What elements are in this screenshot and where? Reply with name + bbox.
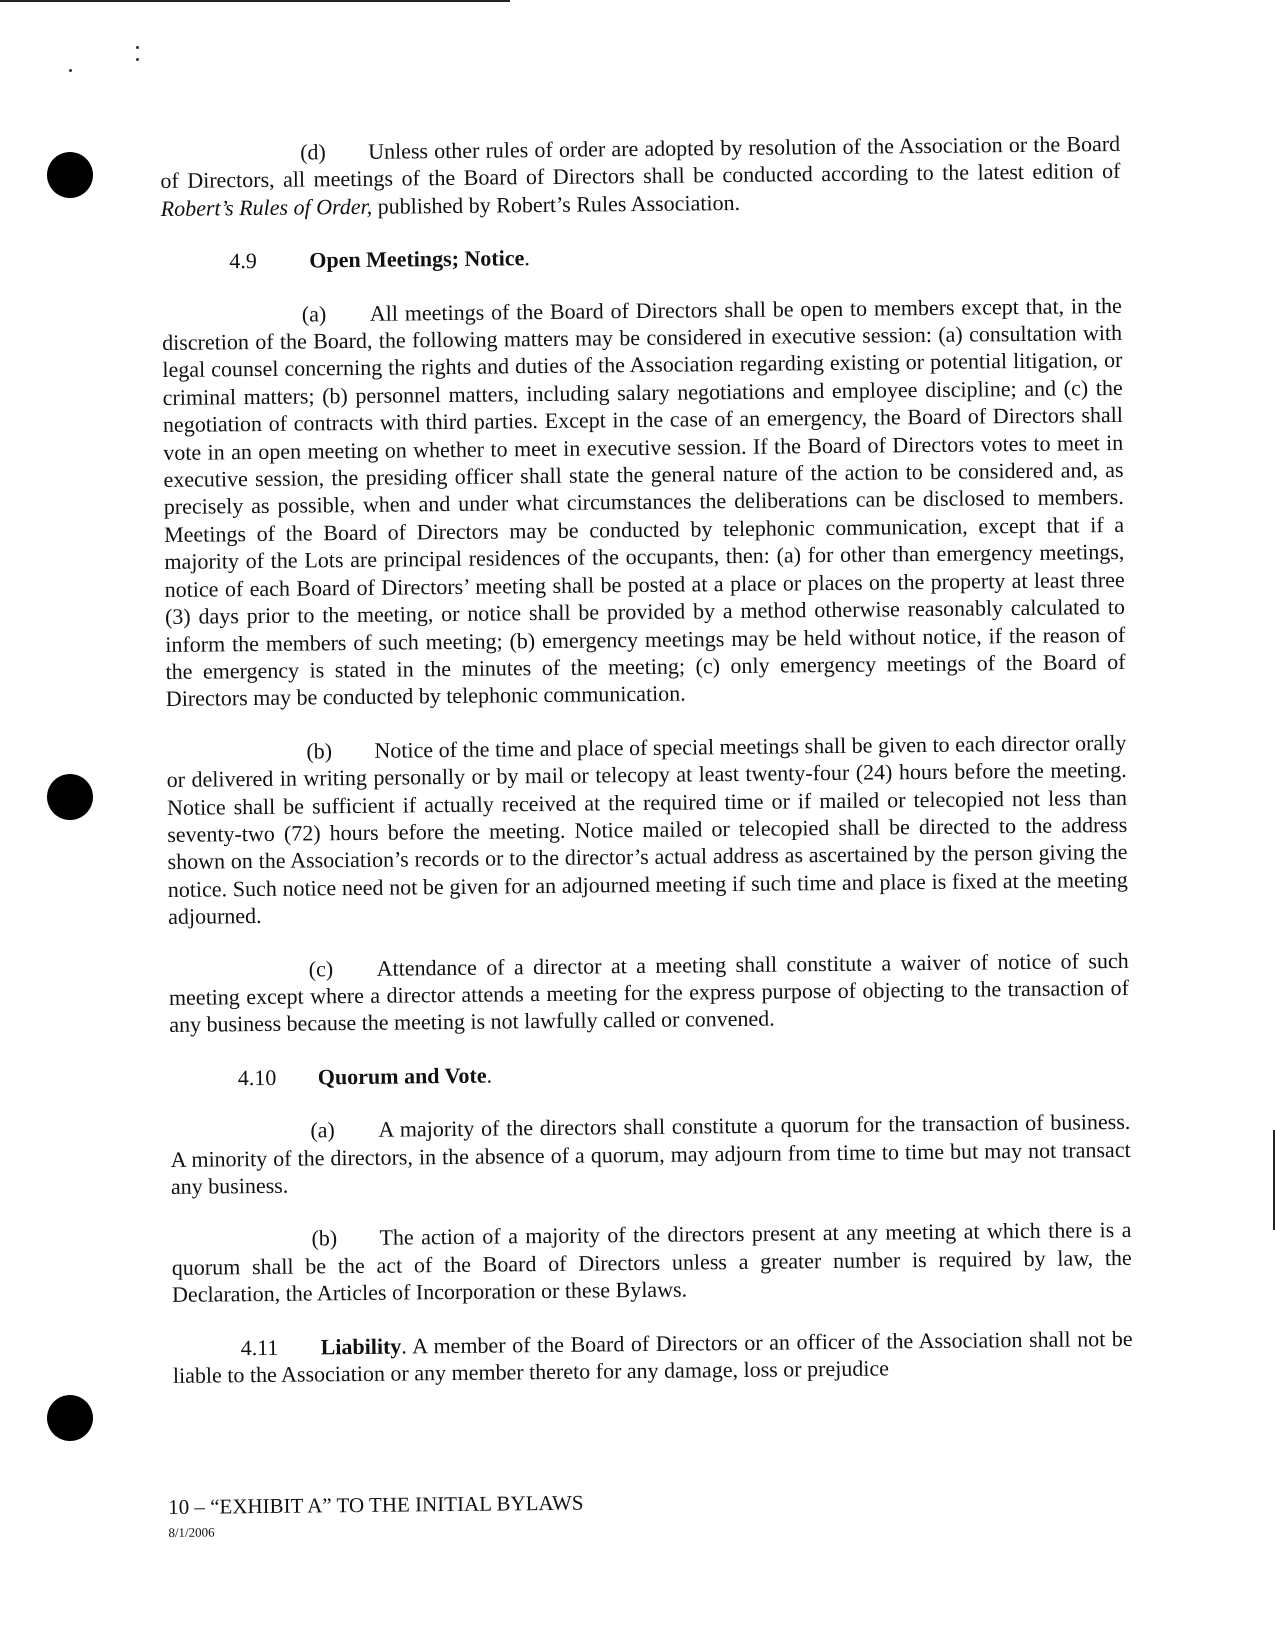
paragraph-text: Unless other rules of order are adopted by resolution of the Association or the Board of Directors, all meetings of the Board of Directors shall be conducted according to the latest edition of (160, 130, 1121, 194)
footer-date: 8/1/2006 (168, 1524, 215, 1540)
section-title: Liability (320, 1333, 402, 1360)
section-title: Open Meetings; Notice (309, 245, 525, 273)
paragraph-d (160, 130, 1121, 222)
scan-speck (69, 69, 72, 72)
paragraph-text: Notice of the time and place of special meetings shall be given to each director orally or delivered in writing personally or by mail or telecopy at least twenty-four (24) hours before the meeting. Notice shall be sufficient if actually received at the required time or if mailed or telecopied not less than seventy-two (72) hours before the meeting. Notice mailed or telecopied shall be directed to the address shown on the Association’s records or to the director’s actual address as ascertained by the person giving the notice. Such notice need not be given for an adjourned meeting if such time and place is fixed at the meeting adjourned. (166, 729, 1128, 930)
paragraph-marker: (a) (301, 300, 327, 327)
section-title-suffix: . (401, 1333, 407, 1359)
paragraph-text: A member of the Board of Directors or an officer of the Association shall not be liable to the Association or any member thereto for any damage, loss or prejudice (172, 1325, 1133, 1388)
footer-page-label: 10 – “EXHIBIT A” TO THE INITIAL BYLAWS (168, 1490, 584, 1519)
paragraph-marker: (d) (300, 139, 326, 165)
scan-speck (136, 58, 139, 61)
paragraph-4-9-a (162, 292, 1126, 713)
paragraph-4-10-a (170, 1108, 1131, 1200)
paragraph-4-9-c (169, 946, 1130, 1038)
paragraph-marker: (b) (306, 737, 333, 764)
page-footer (168, 1487, 868, 1542)
section-number: 4.11 (240, 1334, 279, 1360)
paragraph-marker: (c) (308, 955, 334, 982)
paragraph-4-10-b (171, 1216, 1132, 1308)
paragraph-4-9-b (166, 729, 1128, 931)
paragraph-text: A majority of the directors shall constitute a quorum for the transaction of business. A minority of the directors, in the absence of a quorum, may adjourn from time to time but may not transact any business. (170, 1109, 1131, 1199)
paragraph-text: published by Robert’s Rules Association. (372, 189, 741, 219)
section-number: 4.10 (237, 1064, 277, 1091)
paragraph-text: All meetings of the Board of Directors shall be open to members except that, in the discretion of the Board, the following matters may be considered in executive session: (a) consultation with legal counsel concerning the rights and duties of the Association regarding existing or potential litigation, or criminal matters; (b) personnel matters, including salary negotiations and employee discipline; and (c) the negotiation of contracts with third parties. Except in the case of an emergency, the Board of Directors shall vote in an open meeting on whether to meet in executive session. If the Board of Directors votes to meet in executive session, the presiding officer shall state the general nature of the action to be considered and, as precisely as possible, when and under what circumstances the deliberations can be disclosed to members. Meetings of the Board of Directors may be conducted by telephonic communication, except that if a majority of the Lots are principal residences of the occupants, then: (a) for other than emergency meetings, notice of each Board of Directors’ meeting shall be posted at a place or places on the property at least three (3) days prior to the meeting, or notice shall be provided by a method otherwise reasonably calculated to inform the members of such meeting; (b) emergency meetings may be held without notice, if the reason of the emergency is stated in the minutes of the meeting; (c) only emergency meetings of the Board of Directors may be conducted by telephonic communication. (161, 292, 1126, 712)
section-title-suffix: . (486, 1062, 493, 1088)
paragraph-text: Attendance of a director at a meeting shall constitute a waiver of notice of such meeting except where a director attends a meeting for the express purpose of objecting to the transaction of any business because the meeting is not lawfully called or convened. (168, 947, 1130, 1038)
document-body (160, 130, 1133, 1389)
scan-speck (136, 46, 139, 49)
scan-edge-top (0, 0, 510, 2)
paragraph-marker: (a) (310, 1117, 335, 1143)
section-number: 4.9 (229, 248, 257, 274)
section-title: Quorum and Vote (317, 1062, 487, 1090)
punch-hole-top (47, 152, 93, 198)
section-heading-4-9 (229, 238, 1121, 275)
section-title-suffix: . (524, 245, 530, 271)
paragraph-text: The action of a majority of the directors present at any meeting at which there is a quorum shall be the act of the Board of Directors unless a greater number is required by law, the Declaration, the Articles of Incorporation or these Bylaws. (171, 1217, 1132, 1308)
section-heading-4-10 (238, 1055, 1130, 1092)
paragraph-4-11 (173, 1325, 1134, 1390)
punch-hole-middle (47, 774, 93, 820)
punch-hole-bottom (47, 1395, 93, 1441)
paragraph-marker: (b) (311, 1225, 338, 1251)
italic-title: Robert’s Rules of Order, (160, 193, 373, 221)
